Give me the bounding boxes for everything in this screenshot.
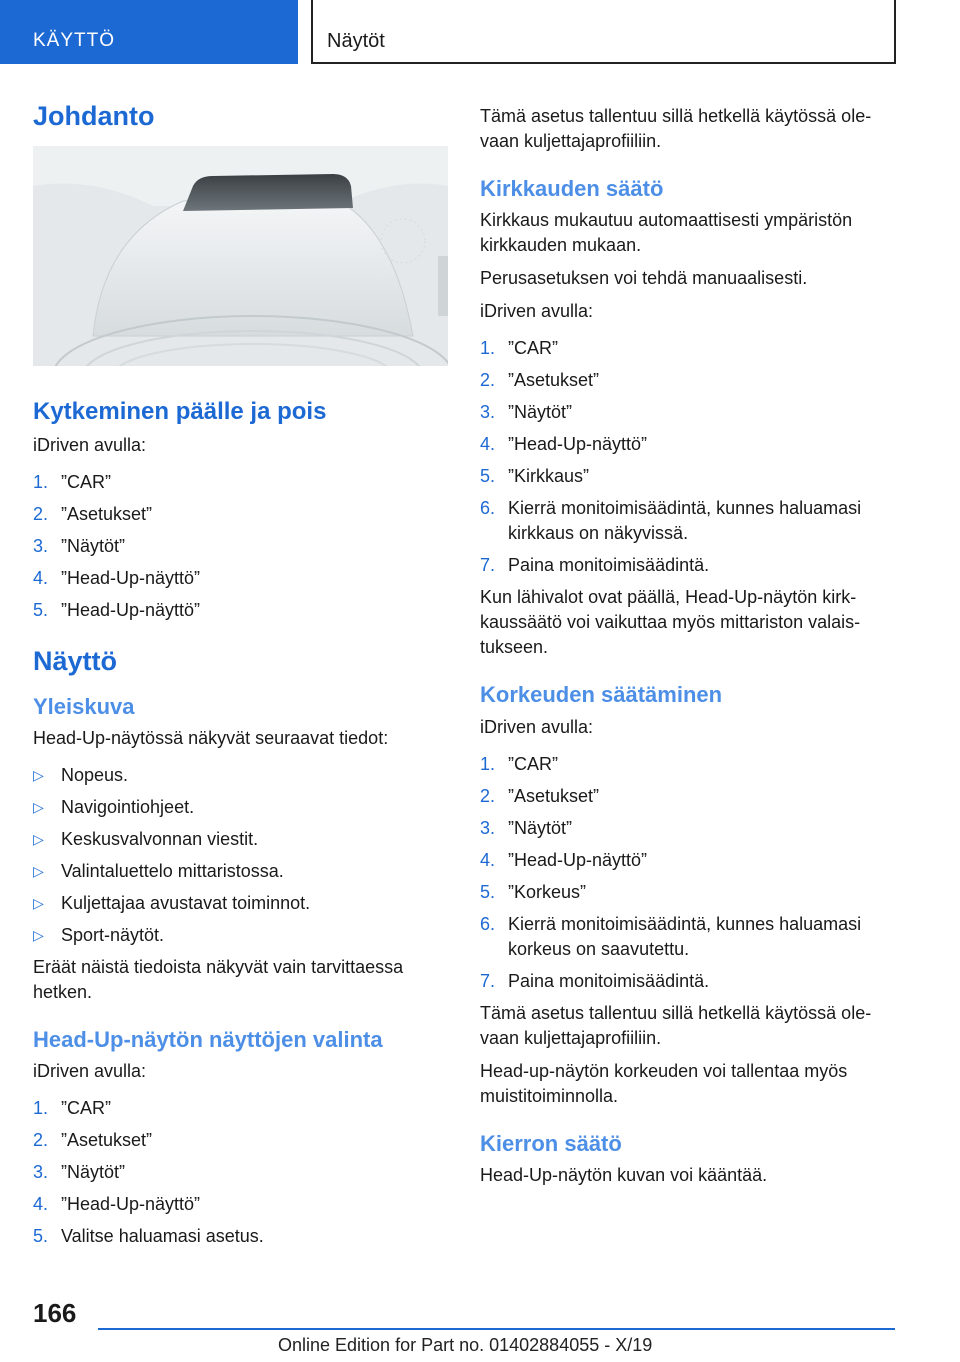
list-item (33, 763, 448, 788)
step-number: 5. (33, 1226, 49, 1247)
step-text: ”Näytöt” (508, 402, 573, 423)
list-item (33, 891, 448, 916)
switch-steps (33, 470, 448, 623)
step-text: ”Korkeus” (508, 881, 587, 902)
rotation-p1: Head-Up-näytön kuvan voi kääntää. (480, 1165, 768, 1186)
bullet-triangle-icon: ▷ (33, 766, 44, 783)
list-item (33, 1192, 448, 1217)
height-heading: Korkeuden säätäminen (480, 682, 723, 708)
step-text: ”Kirkkaus” (508, 466, 590, 487)
right-column (480, 104, 900, 1196)
step-text: ”Näytöt” (61, 1162, 126, 1183)
bullet-triangle-icon: ▷ (33, 926, 44, 943)
top-note: Tämä asetus tallentuu sillä hetkellä käytössä ole- vaan kuljettajaprofiiliin. (480, 106, 872, 151)
step-text: ”Asetukset” (508, 785, 600, 806)
step-text: ”Näytöt” (508, 817, 573, 838)
chapter-title: Näytöt (311, 0, 896, 64)
bullet-triangle-icon: ▷ (33, 894, 44, 911)
list-item (33, 795, 448, 820)
step-text: ”Head-Up-näyttö” (61, 600, 201, 621)
step-number: 3. (33, 536, 49, 557)
step-number: 4. (33, 1194, 49, 1215)
step-text: ”CAR” (508, 338, 558, 359)
bullet-text: Valintaluettelo mittaristossa. (61, 860, 284, 881)
list-item (480, 784, 900, 809)
list-item (33, 859, 448, 884)
bullet-text: Sport-näytöt. (61, 924, 165, 945)
select-steps (33, 1096, 448, 1249)
select-lead: iDriven avulla: (33, 1061, 147, 1082)
left-column (33, 100, 448, 1256)
list-item (33, 923, 448, 948)
step-text: ”Head-Up-näyttö” (508, 434, 648, 455)
bullet-text: Nopeus. (61, 764, 129, 785)
bullet-triangle-icon: ▷ (33, 798, 44, 815)
step-text: ”CAR” (61, 472, 111, 493)
bullet-text: Navigointiohjeet. (61, 796, 195, 817)
list-item (33, 1160, 448, 1185)
rotation-heading: Kierron säätö (480, 1130, 622, 1156)
overview-heading: Yleiskuva (33, 693, 135, 719)
step-text: ”Asetukset” (508, 370, 600, 391)
step-text: Paina monitoimisäädintä. (508, 970, 710, 991)
display-heading: Näyttö (33, 646, 118, 677)
height-lead: iDriven avulla: (480, 716, 594, 737)
switch-lead: iDriven avulla: (33, 435, 147, 456)
step-number: 1. (480, 338, 496, 359)
brightness-note: Kun lähivalot ovat päällä, Head-Up-näytön kirk- kaussäätö voi vaikuttaa myös mittariston valais- tukseen. (480, 587, 861, 658)
bullet-text: Kuljettajaa avustavat toiminnot. (61, 892, 311, 913)
list-item (33, 1096, 448, 1121)
bullet-triangle-icon: ▷ (33, 862, 44, 879)
step-number: 4. (480, 434, 496, 455)
step-number: 3. (33, 1162, 49, 1183)
step-text: Kierrä monitoimisäädintä, kunnes haluamasi kirkkaus on näkyvissä. (508, 498, 862, 544)
list-item (480, 368, 900, 393)
step-number: 4. (33, 568, 49, 589)
step-number: 2. (33, 504, 49, 525)
step-number: 6. (480, 498, 496, 519)
step-number: 2. (480, 370, 496, 391)
intro-heading: Johdanto (33, 101, 155, 131)
list-item (480, 752, 900, 777)
step-number: 7. (480, 970, 496, 991)
select-heading: Head-Up-näytön näyttöjen valinta (33, 1026, 383, 1052)
step-number: 1. (33, 472, 49, 493)
brightness-p1: Kirkkaus mukautuu automaattisesti ympäristön kirkkauden mukaan. (480, 210, 853, 256)
step-text: ”Head-Up-näyttö” (61, 568, 201, 589)
step-number: 1. (480, 753, 496, 774)
step-text: Valitse haluamasi asetus. (61, 1226, 264, 1247)
list-item (480, 553, 900, 578)
bullet-text: Keskusvalvonnan viestit. (61, 828, 259, 849)
step-number: 6. (480, 913, 496, 934)
height-note-profile: Tämä asetus tallentuu sillä hetkellä käytössä ole- vaan kuljettajaprofiiliin. (480, 1002, 872, 1048)
list-item (480, 816, 900, 841)
step-number: 5. (480, 466, 496, 487)
brightness-lead: iDriven avulla: (480, 301, 594, 322)
height-note-memory: Head-up-näytön korkeuden voi tallentaa myös muistitoiminnolla. (480, 1060, 848, 1106)
list-item (480, 336, 900, 361)
step-text: Kierrä monitoimisäädintä, kunnes haluamasi korkeus on saavutettu. (508, 913, 862, 959)
list-item (33, 534, 448, 559)
footer-divider (98, 1328, 895, 1330)
list-item (33, 598, 448, 623)
list-item (480, 912, 900, 962)
overview-bullets (33, 763, 448, 948)
head-up-display-photo (33, 146, 448, 366)
list-item (33, 566, 448, 591)
step-number: 2. (33, 1130, 49, 1151)
list-item (480, 400, 900, 425)
list-item (33, 1224, 448, 1249)
step-text: Paina monitoimisäädintä. (508, 555, 710, 576)
step-number: 3. (480, 402, 496, 423)
step-number: 7. (480, 555, 496, 576)
list-item (33, 470, 448, 495)
chapter-tab: KÄYTTÖ (0, 0, 298, 64)
step-number: 5. (480, 881, 496, 902)
list-item (480, 880, 900, 905)
list-item (33, 827, 448, 852)
step-number: 4. (480, 849, 496, 870)
page-number: 166 (33, 1298, 77, 1328)
list-item (33, 1128, 448, 1153)
step-text: ”Asetukset” (61, 504, 153, 525)
step-number: 3. (480, 817, 496, 838)
list-item (480, 969, 900, 994)
step-text: ”Head-Up-näyttö” (61, 1194, 201, 1215)
step-number: 5. (33, 600, 49, 621)
height-steps (480, 752, 900, 994)
list-item (480, 432, 900, 457)
brightness-steps (480, 336, 900, 578)
edition-text: Online Edition for Part no. 01402884055 - X/19 (278, 1335, 653, 1355)
overview-note: Eräät näistä tiedoista näkyvät vain tarvittaessa hetken. (33, 956, 404, 1002)
step-text: ”Näytöt” (61, 536, 126, 557)
step-number: 1. (33, 1098, 49, 1119)
page-header (0, 0, 960, 66)
brightness-p2: Perusasetuksen voi tehdä manuaalisesti. (480, 268, 808, 289)
step-text: ”CAR” (508, 753, 558, 774)
brightness-heading: Kirkkauden säätö (480, 176, 664, 201)
bullet-triangle-icon: ▷ (33, 830, 44, 847)
list-item (480, 496, 900, 546)
list-item (33, 502, 448, 527)
step-text: ”Head-Up-näyttö” (508, 849, 648, 870)
dashboard-illustration (33, 146, 448, 366)
step-text: ”Asetukset” (61, 1130, 153, 1151)
switch-heading: Kytkeminen päälle ja pois (33, 398, 327, 426)
overview-lead: Head-Up-näytössä näkyvät seuraavat tiedot: (33, 727, 389, 748)
step-number: 2. (480, 785, 496, 806)
step-text: ”CAR” (61, 1098, 111, 1119)
list-item (480, 848, 900, 873)
list-item (480, 464, 900, 489)
